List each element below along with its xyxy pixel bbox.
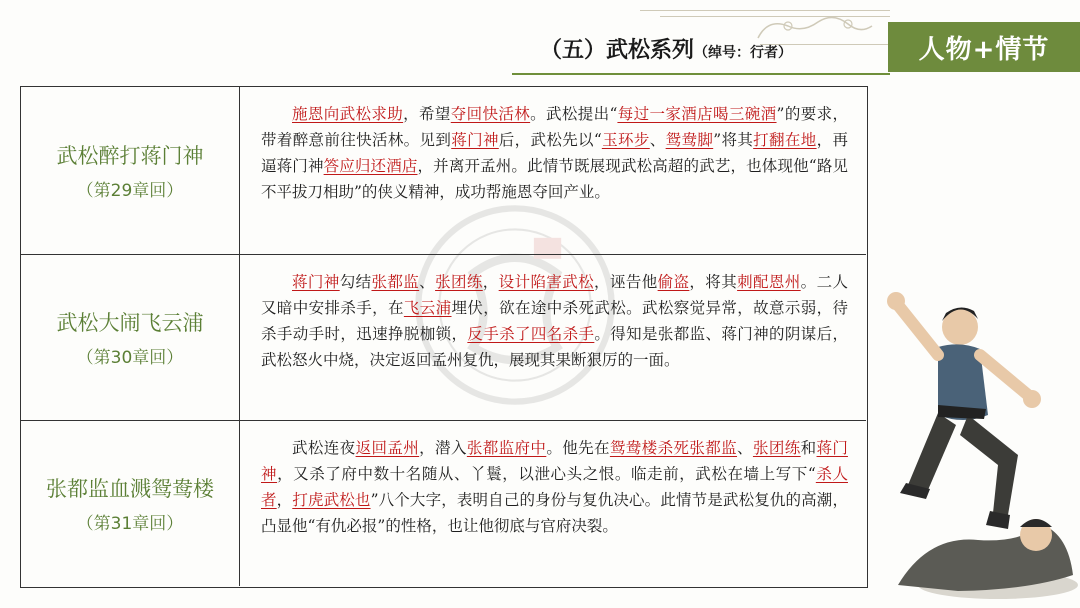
- highlighted-phrase: 夺回快活林: [450, 105, 531, 123]
- episode-title-cell: [21, 87, 240, 254]
- description-text: 埋伏，欲在途中杀死武松。武松察觉异常，故意示弱，待杀手动手时，迅速挣脱枷锁，: [261, 299, 848, 343]
- description-text: 。武松提出“: [530, 105, 618, 123]
- description-text: ，: [276, 491, 293, 509]
- highlighted-phrase: 偷盗: [657, 273, 690, 291]
- title-subtitle: （绰号：行者）: [694, 45, 793, 61]
- description-text: ”将其: [713, 131, 754, 149]
- highlighted-phrase: 张都监府中: [466, 439, 547, 457]
- highlighted-phrase: 蒋门神: [261, 439, 848, 483]
- table-row: [21, 255, 866, 421]
- description-text: ”的要求，带着醉意前往快活林。见到: [261, 105, 848, 149]
- episode-description-cell: [241, 421, 866, 586]
- description-text: ，又杀了府中数十名随从、丫鬟，以泄心头之恨。临走前，武松在墙上写下“: [277, 465, 816, 483]
- plot-table: [20, 86, 868, 588]
- episode-description: [261, 435, 848, 539]
- highlighted-phrase: 张团练: [752, 439, 801, 457]
- episode-chapter: （第31章回）: [76, 514, 184, 534]
- description-text: 。得知是张都监、蒋门神的阴谋后，武松怒火中烧，决定返回孟州复仇，展现其果断狠厉的一面。: [261, 325, 848, 369]
- highlighted-phrase: 杀人者: [261, 465, 848, 509]
- description-text: 和: [800, 439, 817, 457]
- description-text: 。二人又暗中安排杀手，在: [261, 273, 848, 317]
- description-text: 勾结: [339, 273, 372, 291]
- wu-song-illustration-icon: [868, 285, 1080, 608]
- episode-title-cell: [21, 421, 240, 586]
- highlighted-phrase: 刺配恩州: [737, 273, 801, 291]
- highlighted-phrase: 施恩向武松求助: [292, 105, 404, 123]
- highlighted-phrase: 答应归还酒店: [323, 157, 418, 175]
- episode-description-cell: [241, 87, 866, 254]
- highlighted-phrase: 鸳鸯脚: [665, 131, 714, 149]
- highlighted-phrase: 打虎武松也: [292, 491, 371, 509]
- description-text: ，希望: [403, 105, 451, 123]
- highlighted-phrase: 张都监: [371, 273, 420, 291]
- episode-name: 武松大闹飞云浦: [56, 311, 204, 335]
- episode-name: 武松醉打蒋门神: [56, 144, 204, 168]
- episode-chapter: （第29章回）: [76, 181, 184, 201]
- highlighted-phrase: 反手杀了四名杀手: [467, 325, 595, 343]
- table-row: [21, 421, 866, 586]
- description-text: ，将其: [689, 273, 738, 291]
- highlighted-phrase: 返回孟州: [355, 439, 420, 457]
- description-text: 、: [419, 273, 436, 291]
- episode-description: [261, 101, 848, 205]
- description-text: ，潜入: [419, 439, 467, 457]
- episode-title-cell: [21, 255, 240, 420]
- description-text: 、: [737, 439, 753, 457]
- page-title: [540, 33, 792, 64]
- description-text: 后，武松先以“: [498, 131, 602, 149]
- description-text: 、: [649, 131, 666, 149]
- highlighted-phrase: 飞云浦: [403, 299, 452, 317]
- description-text: 。他先在: [546, 439, 610, 457]
- highlighted-phrase: 每过一家酒店喝三碗酒: [617, 105, 777, 123]
- highlighted-phrase: 打翻在地: [753, 131, 817, 149]
- episode-description-cell: [241, 255, 866, 420]
- description-text: 武松连夜: [292, 439, 356, 457]
- highlighted-phrase: 蒋门神: [451, 131, 499, 149]
- episode-chapter: （第30章回）: [76, 348, 184, 368]
- description-text: ，并离开孟州。此情节既展现武松高超的武艺，也体现他“路见不平拔刀相助”的侠义精神，成功帮施恩夺回产业。: [261, 157, 848, 201]
- table-row: [21, 87, 866, 255]
- description-text: ，再逼蒋门神: [261, 131, 848, 175]
- highlighted-phrase: 张团练: [435, 273, 483, 291]
- category-badge: 人物+情节: [888, 22, 1080, 72]
- highlighted-phrase: 玉环步: [601, 131, 650, 149]
- title-text: （五）武松系列: [540, 37, 695, 63]
- description-text: ”八个大字，表明自己的身份与复仇决心。此情节是武松复仇的高潮，凸显他“有仇必报”的性格，也让他彻底与官府决裂。: [261, 491, 848, 535]
- title-underline: [512, 73, 890, 75]
- highlighted-phrase: 鸳鸯楼杀死张都监: [609, 439, 738, 457]
- episode-name: 张都监血溅鸳鸯楼: [46, 477, 214, 501]
- highlighted-phrase: 设计陷害武松: [498, 273, 595, 291]
- episode-description: [261, 269, 848, 373]
- description-text: ，: [482, 273, 499, 291]
- highlighted-phrase: 蒋门神: [292, 273, 340, 291]
- description-text: ，诬告他: [594, 273, 658, 291]
